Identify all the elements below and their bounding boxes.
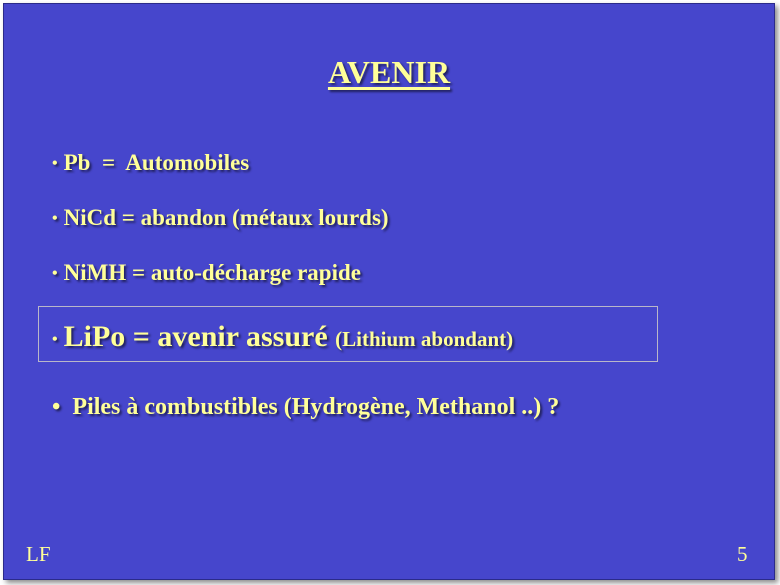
bullet-item <box>52 394 559 421</box>
bullet-icon: • <box>52 331 58 348</box>
footer-author: LF <box>26 542 51 566</box>
bullet-icon: • <box>52 265 58 282</box>
bullet-icon: • <box>52 394 61 420</box>
bullet-text: LiPo = avenir assuré <box>63 320 328 353</box>
bullet-text: NiCd = abandon (métaux lourds) <box>63 205 389 230</box>
bullet-item <box>52 150 249 176</box>
bullet-icon: • <box>52 155 58 172</box>
bullet-note: (Lithium abondant) <box>335 327 514 351</box>
slide <box>3 3 775 580</box>
slide-title: AVENIR <box>327 54 451 90</box>
bullet-item <box>52 260 361 286</box>
bullet-item <box>52 205 389 231</box>
bullet-text: Piles à combustibles (Hydrogène, Methanol ..) ? <box>72 394 560 420</box>
bullet-icon: • <box>52 210 58 227</box>
bullet-text: Pb = Automobiles <box>63 150 250 175</box>
slide-number: 5 <box>737 542 748 566</box>
bullet-item-highlighted <box>52 320 513 354</box>
bullet-text: NiMH = auto-décharge rapide <box>63 260 361 285</box>
